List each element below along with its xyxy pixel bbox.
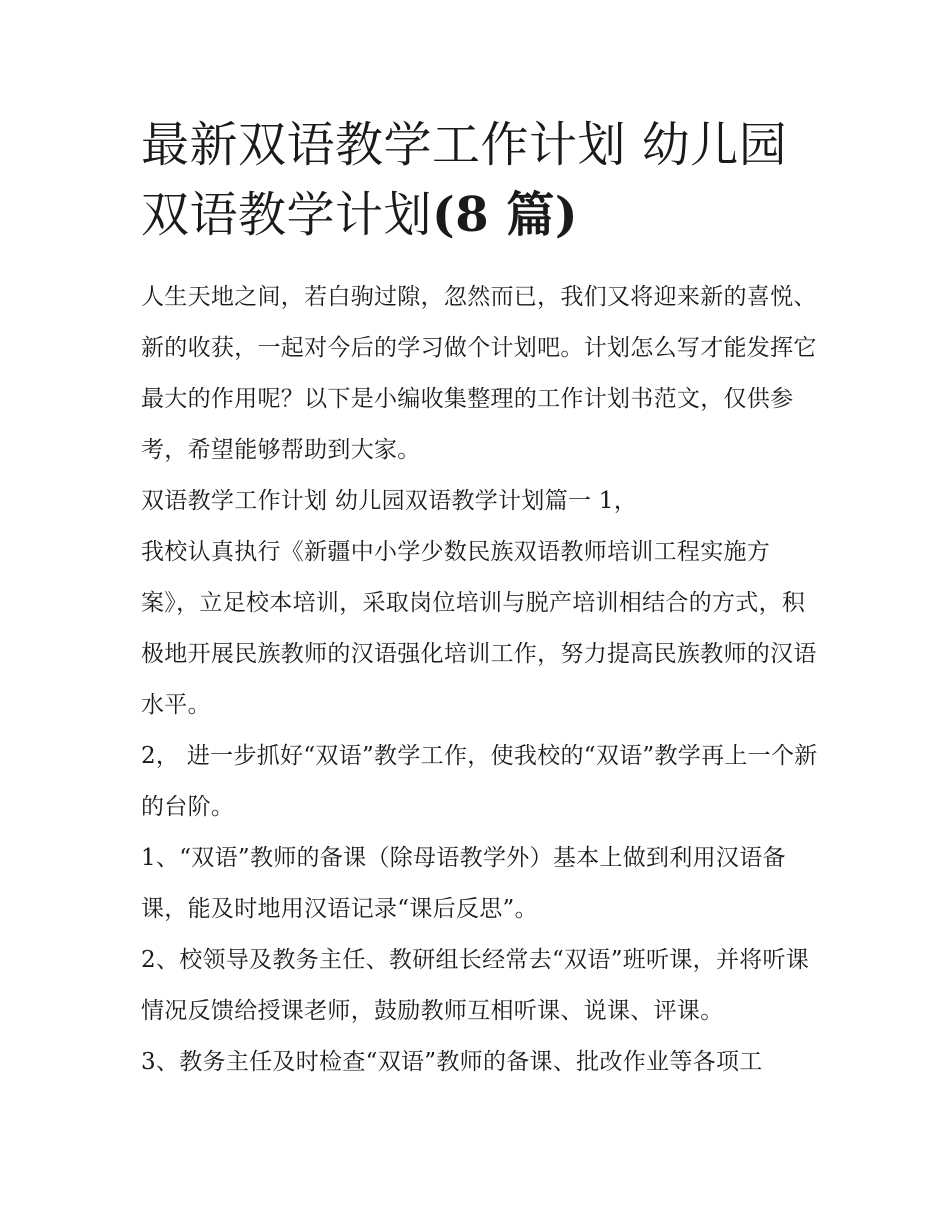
paragraph-section-heading: 双语教学工作计划 幼儿园双语教学计划篇一 1， bbox=[141, 488, 638, 514]
document-title bbox=[141, 110, 821, 250]
paragraph-list-2: 2、校领导及教务主任、教研组长经常去“双语”班听课，并将听课情况反馈给授课老师，鼓励教师互相听课、说课、评课。 bbox=[141, 947, 810, 1024]
paragraph-list-3: 3、教务主任及时检查“双语”教师的备课、批改作业等各项工 bbox=[141, 1049, 763, 1075]
paragraph-list-1: 1、“双语”教师的备课（除母语教学外）基本上做到利用汉语备课，能及时地用汉语记录“课后反思”。 bbox=[141, 845, 786, 922]
document-page bbox=[141, 110, 821, 1088]
paragraph-item-2: 2， 进一步抓好“双语”教学工作，使我校的“双语”教学再上一个新的台阶。 bbox=[141, 743, 818, 820]
document-body bbox=[141, 272, 821, 1088]
title-text: 最新双语教学工作计划 幼儿园双语教学计划 bbox=[141, 117, 788, 243]
paragraph-intro: 人生天地之间，若白驹过隙，忽然而已，我们又将迎来新的喜悦、新的收获，一起对今后的学习做个计划吧。计划怎么写才能发挥它最大的作用呢？以下是小编收集整理的工作计划书范文，仅供参考，希望能够帮助到大家。 bbox=[141, 284, 817, 463]
title-count: (8 篇) bbox=[432, 187, 579, 243]
paragraph-training: 我校认真执行《新疆中小学少数民族双语教师培训工程实施方案》，立足校本培训，采取岗位培训与脱产培训相结合的方式，积极地开展民族教师的汉语强化培训工作，努力提高民族教师的汉语水平。 bbox=[141, 539, 817, 718]
